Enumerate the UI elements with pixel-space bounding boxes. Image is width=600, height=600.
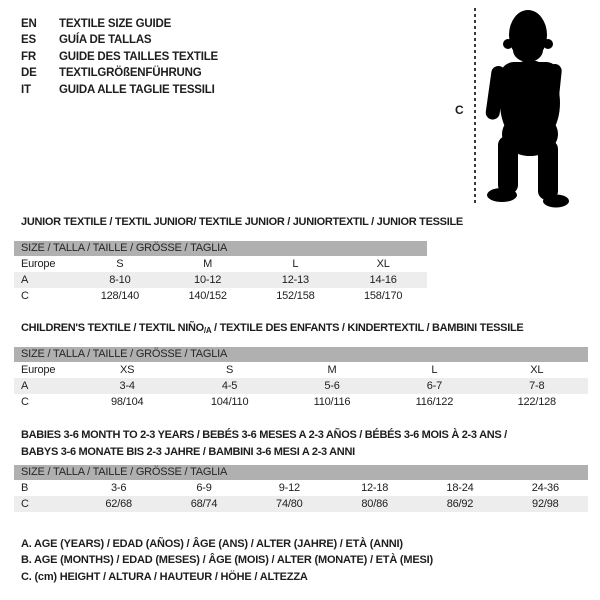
height-measure-line <box>474 8 476 206</box>
lang-label: GUIDA ALLE TAGLIE TESSILI <box>59 83 215 96</box>
size-cell: 104/110 <box>210 396 249 408</box>
size-cell: 110/116 <box>313 396 351 408</box>
size-cell: 10-12 <box>164 272 252 288</box>
size-cell: M <box>327 364 337 376</box>
lang-label: GUIDE DES TAILLES TEXTILE <box>59 50 218 63</box>
size-cell: 18-24 <box>446 482 474 494</box>
lang-code: DE <box>21 67 37 80</box>
size-cell: XS <box>120 364 135 376</box>
size-cell: 7-8 <box>486 378 588 394</box>
lang-code: EN <box>21 18 37 30</box>
lang-label: TEXTILGRÖßENFÜHRUNG <box>59 67 202 80</box>
size-cell: 152/158 <box>276 290 315 302</box>
row-label: B <box>21 482 29 494</box>
language-header <box>21 16 218 98</box>
size-header-bar: SIZE / TALLA / TAILLE / GRÖSSE / TAGLIA <box>14 465 588 480</box>
table-row <box>14 480 588 496</box>
table-row <box>14 288 427 304</box>
height-measure-label: C <box>455 103 464 117</box>
size-cell: 9-12 <box>278 482 300 494</box>
size-cell: 80/86 <box>332 496 417 512</box>
babies-title-line1: BABIES 3-6 MONTH TO 2-3 YEARS / BEBÉS 3-6 MESES A 2-3 AÑOS / BÉBÉS 3-6 MOIS À 2-3 ANS / <box>21 429 507 441</box>
table-row <box>14 272 427 288</box>
size-cell: 8-10 <box>76 272 164 288</box>
junior-section-title <box>21 216 463 228</box>
size-cell: 3-6 <box>111 482 127 494</box>
size-cell: 4-5 <box>178 378 280 394</box>
size-cell: 116/122 <box>415 396 454 408</box>
children-title-prefix: CHILDREN'S TEXTILE / TEXTIL NIÑO <box>21 322 204 334</box>
lang-row-de <box>21 65 218 81</box>
table-row <box>14 394 588 410</box>
size-cell: 6-7 <box>383 378 485 394</box>
size-cell: 128/140 <box>100 290 140 302</box>
row-label: A <box>14 272 76 288</box>
lang-code: ES <box>21 34 36 47</box>
children-size-table <box>14 362 588 410</box>
size-cell: 5-6 <box>281 378 383 394</box>
size-cell: 68/74 <box>161 496 246 512</box>
table-row <box>14 496 588 512</box>
lang-label: GUÍA DE TALLAS <box>59 34 152 47</box>
row-label: Europe <box>21 258 56 270</box>
children-section-title <box>21 322 523 335</box>
size-cell: M <box>203 258 213 270</box>
baby-silhouette <box>484 8 576 210</box>
table-row <box>14 362 588 378</box>
size-cell: 98/104 <box>110 396 144 408</box>
size-cell: L <box>292 258 299 270</box>
size-cell: S <box>226 364 234 376</box>
babies-section-title <box>21 427 507 460</box>
children-title-suffix: / TEXTILE DES ENFANTS / KINDERTEXTIL / BAMBINI TESSILE <box>211 322 524 334</box>
legend-line-a: A. AGE (YEARS) / EDAD (AÑOS) / ÂGE (ANS) / ALTER (JAHRE) / ETÀ (ANNI) <box>21 538 403 550</box>
junior-title-text: JUNIOR TEXTILE / TEXTIL JUNIOR/ TEXTILE JUNIOR / JUNIORTEXTIL / JUNIOR TESSILE <box>21 216 463 228</box>
size-cell: 12-18 <box>361 482 389 494</box>
size-header-bar: SIZE / TALLA / TAILLE / GRÖSSE / TAGLIA <box>14 241 427 256</box>
size-cell: 62/68 <box>76 496 161 512</box>
babies-size-table <box>14 480 588 512</box>
size-cell: L <box>431 364 438 376</box>
size-cell: XL <box>376 258 390 270</box>
table-row <box>14 256 427 272</box>
size-cell: 86/92 <box>417 496 502 512</box>
size-cell: 14-16 <box>339 272 427 288</box>
row-label: C <box>14 496 76 512</box>
legend <box>21 536 433 585</box>
lang-row-en <box>21 16 218 32</box>
row-label: C <box>21 396 29 408</box>
size-header-bar: SIZE / TALLA / TAILLE / GRÖSSE / TAGLIA <box>14 347 588 362</box>
size-cell: 140/152 <box>188 290 227 302</box>
lang-row-it <box>21 82 218 98</box>
legend-line-b: B. AGE (MONTHS) / EDAD (MESES) / ÂGE (MOIS) / ALTER (MONATE) / ETÀ (MESI) <box>21 554 433 567</box>
size-cell: 6-9 <box>196 482 212 494</box>
size-cell: S <box>116 258 124 270</box>
lang-code: IT <box>21 83 31 96</box>
size-cell: 92/98 <box>503 496 588 512</box>
table-row <box>14 378 588 394</box>
size-cell: 122/128 <box>517 396 556 408</box>
size-cell: 24-36 <box>531 482 559 494</box>
junior-size-table-block <box>14 241 427 304</box>
row-label: C <box>21 290 29 302</box>
size-cell: 74/80 <box>247 496 332 512</box>
legend-line-c: C. (cm) HEIGHT / ALTURA / HAUTEUR / HÖHE / ALTEZZA <box>21 570 308 583</box>
lang-row-es <box>21 32 218 48</box>
size-cell: XL <box>530 364 544 376</box>
babies-title-line2: BABYS 3-6 MONATE BIS 2-3 JAHRE / BAMBINI 3-6 MESI A 2-3 ANNI <box>21 445 355 458</box>
children-title-subscript: /A <box>203 326 212 335</box>
junior-size-table <box>14 256 427 304</box>
row-label: A <box>14 378 76 394</box>
babies-size-table-block <box>14 465 588 512</box>
row-label: Europe <box>21 364 56 376</box>
size-cell: 158/170 <box>363 290 403 302</box>
size-cell: 3-4 <box>76 378 178 394</box>
lang-row-fr <box>21 49 218 65</box>
lang-code: FR <box>21 50 36 63</box>
children-size-table-block <box>14 347 588 410</box>
size-cell: 12-13 <box>252 272 340 288</box>
lang-label: TEXTILE SIZE GUIDE <box>59 18 172 30</box>
